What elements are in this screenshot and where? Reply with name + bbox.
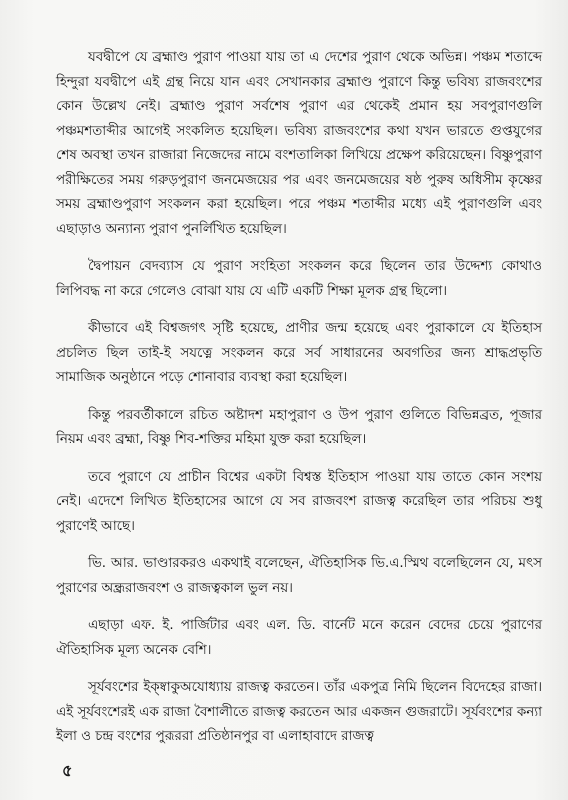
paragraph: তবে পুরাণে যে প্রাচীন বিশ্বের একটা বিশ্বস্ত ইতিহাস পাওয়া যায় তাতে কোন সংশয় নেই। এদেশে লিখিত ইতিহাসের আগে যে সব রাজবংশ রাজত্ব করেছিল তার পরিচয় শুধু পুরাণেই আছে। — [56, 469, 542, 534]
paragraph: ভি. আর. ভাণ্ডারকরও একথাই বলেছেন, ঐতিহাসিক ভি.এ.স্মিথ বলেছিলেন যে, মৎস পুরাণের অন্ধ্ররাজবংশ ও রাজত্বকাল ভুল নয়। — [56, 556, 542, 596]
page-number: ৫ — [62, 761, 73, 780]
page-body — [56, 46, 542, 763]
paragraph: এছাড়া এফ. ই. পার্জিটার এবং এল. ডি. বার্নেট মনে করেন বেদের চেয়ে পুরাণের ঐতিহাসিক মূল্য অনেক বেশি। — [56, 618, 542, 658]
paragraph: কিন্তু পরবর্তীকালে রচিত অষ্টাদশ মহাপুরাণ ও উপ পুরাণ গুলিতে বিভিন্নব্রত, পূজার নিয়ম এবং ব্রহ্মা, বিষ্ণু শিব-শক্তির মহিমা যুক্ত করা হয়েছিল। — [56, 407, 542, 447]
paragraph: যবদ্বীপে যে ব্রহ্মাণ্ড পুরাণ পাওয়া যায় তা এ দেশের পুরাণ থেকে অভিন্ন। পঞ্চম শতাব্দে হিন্দুরা যবদ্বীপে এই গ্রন্থ নিয়ে যান এবং সেখানকার ব্রহ্মাণ্ড পুরাণে কিন্তু ভবিষ্য রাজবংশের কোন উল্লেখ নেই। ব্রহ্মাণ্ড পুরাণ সর্বশেষ পুরাণ এর থেকেই প্রমান হয় সবপুরাণগুলি পঞ্চমশতাব্দীর আগেই সংকলিত হয়েছিল। ভবিষ্য রাজবংশের কথা যখন ভারতে গুপ্তযুগের শেষ অবস্থা তখন রাজারা নিজেদের নামে বংশতালিকা লিখিয়ে প্রক্ষেপ করিয়েছেন। বিষ্ণুপুরাণ পরীক্ষিতের সময় গরুড়পুরাণ জনমেজয়ের পর এবং জনমেজয়ের ষষ্ঠ পুরুষ অধিসীম কৃষ্ণের সময় ব্রহ্মাণ্ডপুরাণ সংকলন করা হয়েছিল। পরে পঞ্চম শতাব্দীর মধ্যে এই পুরাণগুলি এবং এছাড়াও অন্যান্য পুরাণ পুনর্লিখিত হয়েছিল। — [56, 50, 542, 237]
paragraph: দ্বৈপায়ন বেদব্যাস যে পুরাণ সংহিতা সংকলন করে ছিলেন তার উদ্দেশ্য কোথাও লিপিবদ্ধ না করে গেলেও বোঝা যায় যে এটি একটি শিক্ষা মূলক গ্রন্থ ছিলো। — [56, 259, 542, 299]
paragraph: কীভাবে এই বিশ্বজগৎ সৃষ্টি হয়েছে, প্রাণীর জন্ম হয়েছে এবং পুরাকালে যে ইতিহাস প্রচলিত ছিল তাই-ই সযত্নে সংকলন করে সর্ব সাধারনের অবগতির জন্য শ্রাদ্ধপ্রভৃতি সামাজিক অনুষ্ঠানে পড়ে শোনাবার ব্যবস্থা করা হয়েছিল। — [56, 321, 542, 385]
paragraph: সূর্যবংশের ইক্ষ্বাকুঅযোধ্যায় রাজত্ব করতেন। তাঁর একপুত্র নিমি ছিলেন বিদেহের রাজা। এই সূর্যবংশেরই এক রাজা বৈশালীতে রাজত্ব করতেন আর একজন গুজরাটে। সূর্যবংশের কন্যা ইলা ও চন্দ্র বংশের পুরূররা প্রতিষ্ঠানপুর বা এলাহাবাদে রাজত্ব — [56, 680, 542, 744]
